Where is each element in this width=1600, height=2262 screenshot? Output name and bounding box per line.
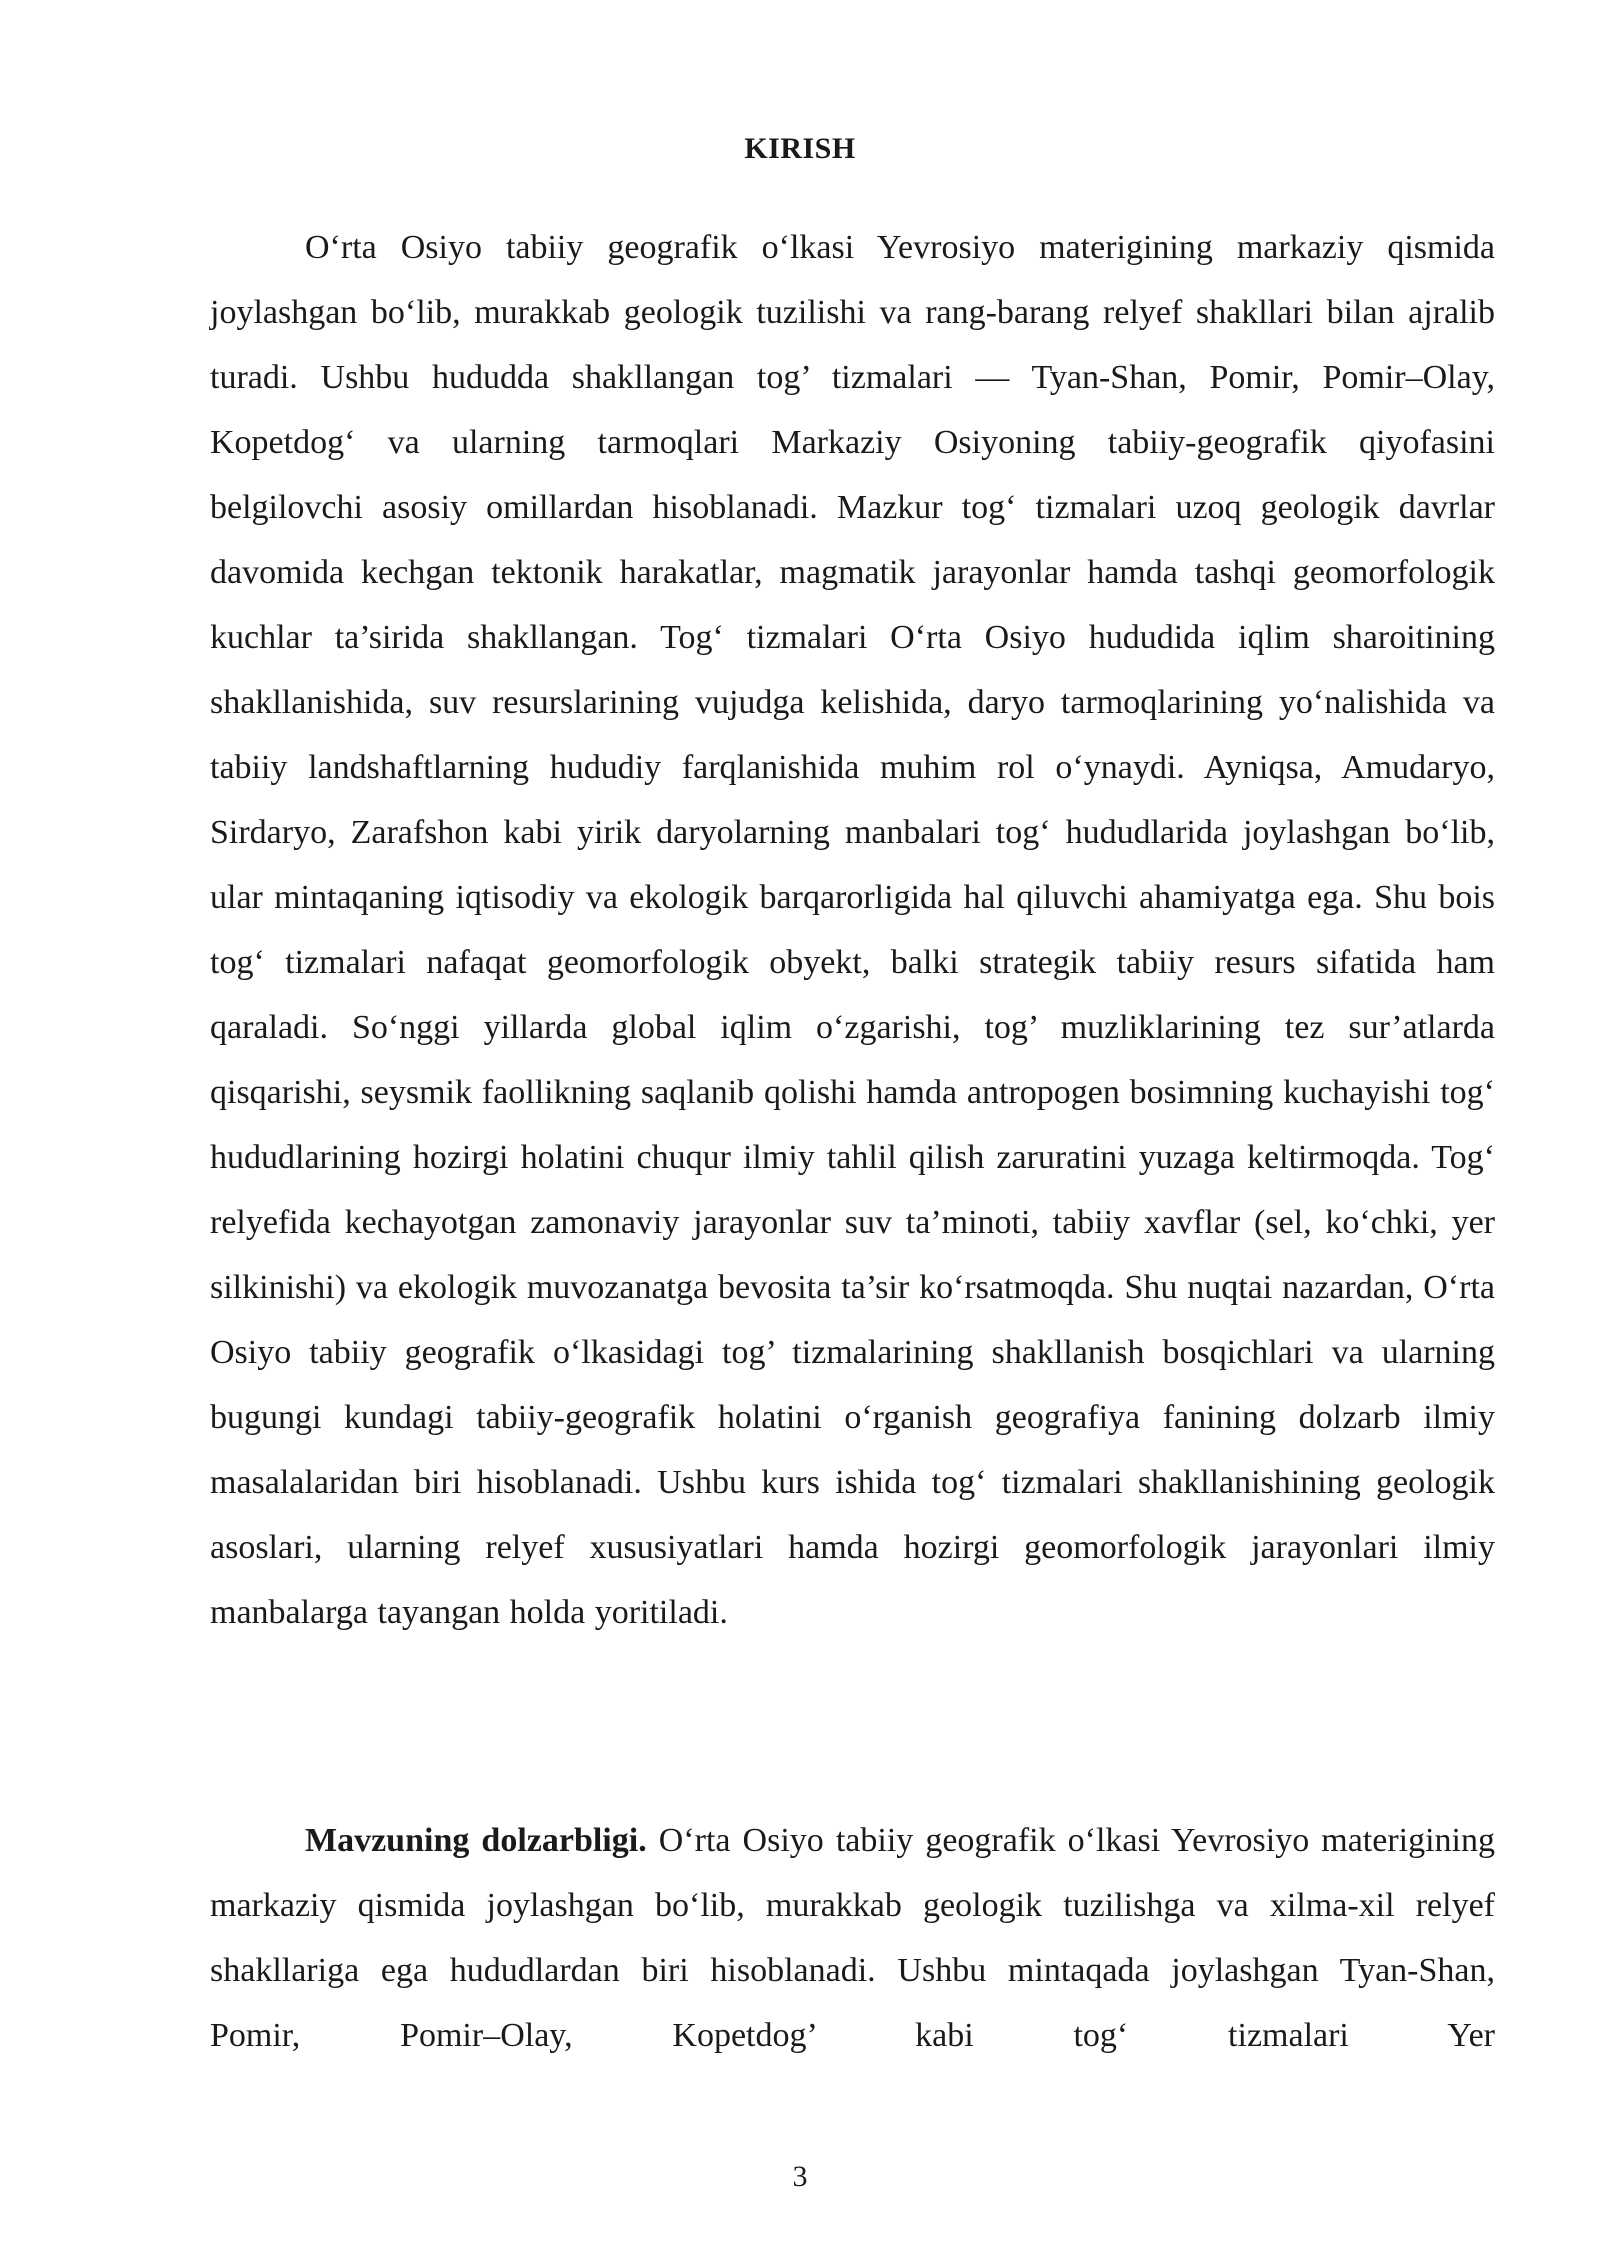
intro-paragraph-block xyxy=(210,215,1495,1645)
intro-paragraph: O‘rta Osiyo tabiiy geografik o‘lkasi Yevrosiyo materigining markaziy qismida joylashgan bo‘lib, murakkab geologik tuzilishi va rang-barang relyef shakllari bilan ajralib turadi. Ushbu hududda shakllangan tog’ tizmalari — Tyan-Shan, Pomir, Pomir–Olay, Kopetdog‘ va ularning tarmoqlari Markaziy Osiyoning tabiiy-geografik qiyofasini belgilovchi asosiy omillardan hisoblanadi. Mazkur tog‘ tizmalari uzoq geologik davrlar davomida kechgan tektonik harakatlar, magmatik jarayonlar hamda tashqi geomorfologik kuchlar ta’sirida shakllangan. Tog‘ tizmalari O‘rta Osiyo hududida iqlim sharoitining shakllanishida, suv resurslarining vujudga kelishida, daryo tarmoqlarining yo‘nalishida va tabiiy landshaftlarning hududiy farqlanishida muhim rol o‘ynaydi. Ayniqsa, Amudaryo, Sirdaryo, Zarafshon kabi yirik daryolarning manbalari tog‘ hududlarida joylashgan bo‘lib, ular mintaqaning iqtisodiy va ekologik barqarorligida hal qiluvchi ahamiyatga ega. Shu bois tog‘ tizmalari nafaqat geomorfologik obyekt, balki strategik tabiiy resurs sifatida ham qaraladi. So‘nggi yillarda global iqlim o‘zgarishi, tog’ muzliklarining tez sur’atlarda qisqarishi, seysmik faollikning saqlanib qolishi hamda antropogen bosimning kuchayishi tog‘ hududlarining hozirgi holatini chuqur ilmiy tahlil qilish zaruratini yuzaga keltirmoqda. Tog‘ relyefida kechayotgan zamonaviy jarayonlar suv ta’minoti, tabiiy xavflar (sel, ko‘chki, yer silkinishi) va ekologik muvozanatga bevosita ta’sir ko‘rsatmoqda. Shu nuqtai nazardan, O‘rta Osiyo tabiiy geografik o‘lkasidagi tog’ tizmalarining shakllanish bosqichlari va ularning bugungi kundagi tabiiy-geografik holatini o‘rganish geografiya fanining dolzarb ilmiy masalalaridan biri hisoblanadi. Ushbu kurs ishida tog‘ tizmalari shakllanishining geologik asoslari, ularning relyef xususiyatlari hamda hozirgi geomorfologik jarayonlari ilmiy manbalarga tayangan holda yoritiladi. xyxy=(210,229,1495,1631)
relevance-lead-in: Mavzuning dolzarbligi. xyxy=(305,1822,647,1859)
relevance-paragraph-block xyxy=(210,1808,1495,2068)
relevance-paragraph xyxy=(210,1808,1495,2068)
page-number: 3 xyxy=(792,2160,808,2193)
relevance-text: O‘rta Osiyo tabiiy geografik o‘lkasi Yevrosiyo materigining markaziy qismida joylashgan bo‘lib, murakkab geologik tuzilishga va xilma-xil relyef shakllariga ega hududlardan biri hisoblanadi. Ushbu mintaqada joylashgan Tyan-Shan, Pomir, Pomir–Olay, Kopetdog’ kabi tog‘ tizmalari Yer xyxy=(210,1822,1496,2054)
section-heading: KIRISH xyxy=(744,132,856,165)
